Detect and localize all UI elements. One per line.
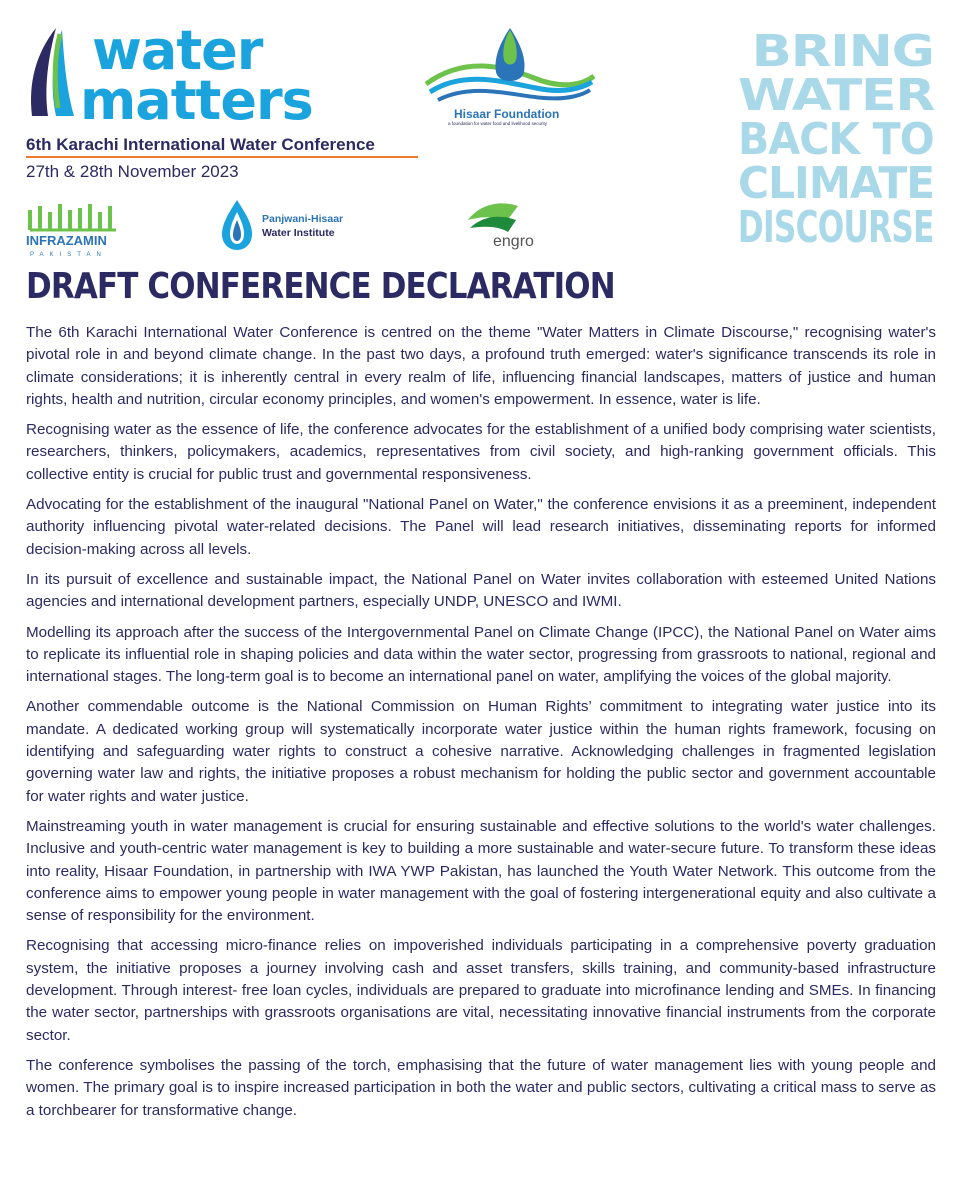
- paragraph-1: The 6th Karachi International Water Conference is centred on the theme "Water Matters in Climate Discourse," recognising water's pivotal role in and beyond climate change. In the past two days, a profound truth emerged: water's significance transcends its role in climate considerations; it is inherently central in every realm of life, influencing financial landscapes, matters of justice and human rights, health and nutrition, circular economy principles, and women's empowerment. In essence, water is life.: [26, 324, 936, 408]
- paragraph-8: Recognising that accessing micro-finance relies on impoverished individuals participating in a comprehensive poverty graduation system, the initiative proposes a journey involving cash and asset transfers, skills training, and community-based infrastructure development. Through interest- free loan cycles, individuals are prepared to graduate into microfinance lending and SMEs. In financing the water sector, partnerships with grassroots organisations are vital, necessitating innovative financial instruments from the corporate sector.: [26, 937, 936, 1044]
- paragraph-7: Mainstreaming youth in water management is crucial for ensuring sustainable and effective solutions to the world's water challenges. Inclusive and youth-centric water management is key to building a more sustainable and water-secure future. To transform these ideas into reality, Hisaar Foundation, in partnership with IWA YWP Pakistan, has launched the Youth Water Network. This outcome from the conference aims to empower young people in water management with the goal of fostering intergenerational equity and also cultivate a sense of responsibility for the environment.: [26, 817, 936, 925]
- engro-name: engro: [493, 233, 534, 250]
- page-title: DRAFT CONFERENCE DECLARATION: [26, 266, 615, 307]
- hisaar-foundation-logo-mark: [424, 26, 596, 112]
- slogan-line-2: WATER: [737, 70, 934, 121]
- panjwani-hisaar-logo-mark: [220, 200, 254, 252]
- paragraph-2: Recognising water as the essence of life, the conference advocates for the establishment of a unified body comprising water scientists, researchers, thinkers, policymakers, academics, representatives from civil society, and high-ranking government officials. This collective entity is crucial for public trust and governmental responsiveness.: [26, 421, 936, 483]
- declaration-body: [26, 322, 936, 1130]
- slogan-line-1: BRING: [751, 26, 934, 77]
- panjwani-hisaar-name-line2: Water Institute: [262, 227, 335, 239]
- paragraph-5: Modelling its approach after the success of the Intergovernmental Panel on Climate Change (IPCC), the National Panel on Water aims to replicate its influential role in shaping policies and data within the water sector, progressing from grassroots to national, regional and international stages. The long-term goal is to become an international panel on water, amplifying the voices of the global majority.: [26, 623, 936, 686]
- infrazamin-logo: [26, 200, 126, 258]
- divider-line: [26, 156, 418, 158]
- conference-name: 6th Karachi International Water Conference: [26, 135, 375, 154]
- hisaar-foundation-name: Hisaar Foundation: [454, 107, 560, 121]
- logo-word-matters: matters: [80, 69, 313, 132]
- infrazamin-label: INFRAZAMIN: [26, 233, 107, 248]
- paragraph-9: The conference symbolises the passing of the torch, emphasising that the future of water management lies with young people and women. The primary goal is to inspire increased participation in both the water and public sectors, cultivating a critical mass to serve as a torchbearer for transformative change.: [26, 1056, 936, 1119]
- panjwani-hisaar-name-line1: Panjwani-Hisaar: [262, 213, 344, 225]
- hisaar-foundation-tagline: a foundation for water food and livelihood security: [448, 121, 548, 126]
- slogan-line-3: BACK TO: [738, 114, 934, 165]
- slogan-line-5: DISCOURSE: [738, 202, 934, 253]
- paragraph-4: In its pursuit of excellence and sustainable impact, the National Panel on Water invites collaboration with esteemed United Nations agencies and international development partners, especially UNDP, UNESCO and IWMI.: [26, 570, 936, 611]
- conference-dates: 27th & 28th November 2023: [26, 162, 239, 181]
- water-matters-logo-mark: [26, 28, 76, 118]
- slogan-line-4: CLIMATE: [737, 158, 934, 209]
- logo-word-water: water: [92, 19, 263, 82]
- paragraph-3: Advocating for the establishment of the inaugural "National Panel on Water," the conference envisions it as a preeminent, independent authority influencing pivotal water-related decisions. The Panel will lead research initiatives, disseminating reports for informed decision-making across all levels.: [26, 496, 936, 558]
- infrazamin-subtitle: PAKISTAN: [30, 252, 107, 258]
- paragraph-6: Another commendable outcome is the National Commission on Human Rights’ commitment to integrating water justice into its mandate. A dedicated working group will systematically incorporate water justice within the human rights framework, focusing on identifying and safeguarding water rights to construct a cohesive narrative. Acknowledging challenges in fragmented legislation governing water law and rights, the initiative proposes a robust mechanism for holding the public sector and government accountable for water rights and water justice.: [26, 698, 936, 805]
- engro-logo-mark: [466, 200, 522, 234]
